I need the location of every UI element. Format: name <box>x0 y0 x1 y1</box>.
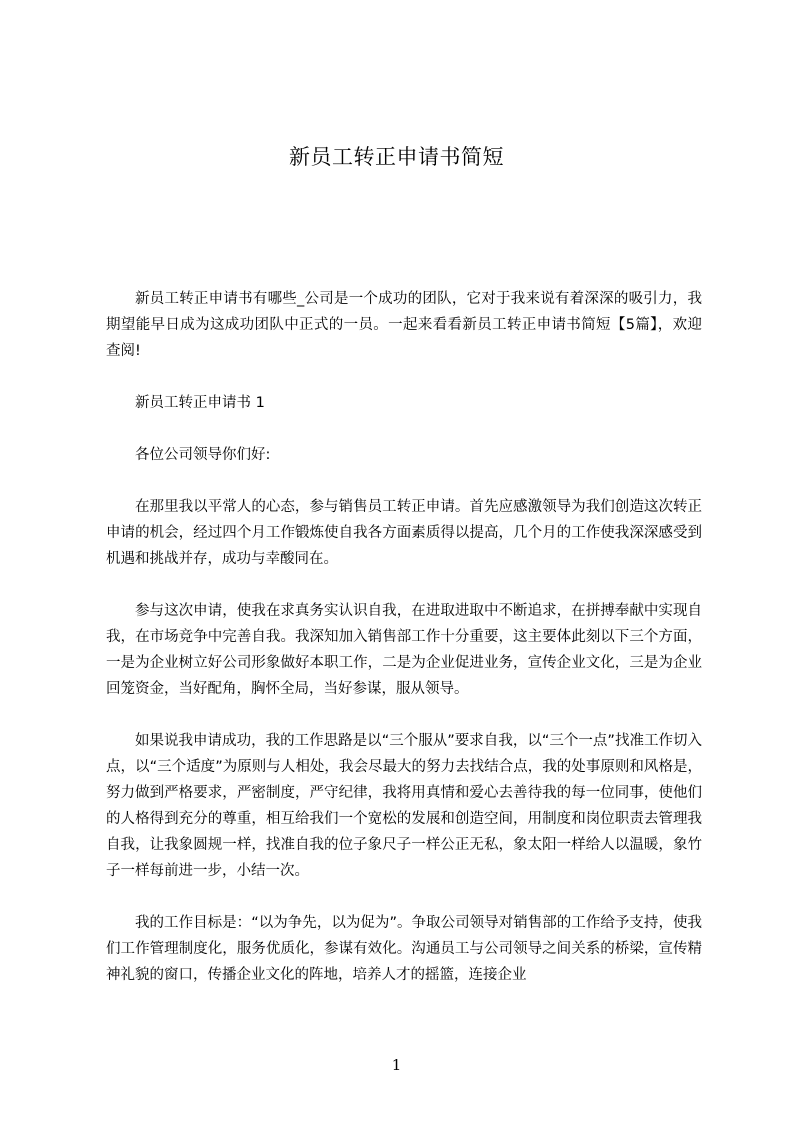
salutation: 各位公司领导你们好: <box>135 447 271 463</box>
body-paragraph: 我的工作目标是：“以为争先，以为促为”。争取公司领导对销售部的工作给予支持，使我们工作管理制度化，服务优质化，参谋有效化。沟通员工与公司领导之间关系的桥梁，宣传精神礼貌的窗口，传播企业文化的阵地，培养人才的摇篮，连接企业 <box>106 915 702 983</box>
document-body <box>106 286 702 1014</box>
body-paragraph: 如果说我申请成功，我的工作思路是以“三个服从”要求自我，以“三个一点”找准工作切入点，以“三个适度”为原则与人相处，我会尽最大的努力去找结合点，我的处事原则和风格是，努力做到严格要求，严密制度，严守纪律，我将用真情和爱心去善待我的每一位同事，使他们的人格得到充分的尊重，相互给我们一个宽松的发展和创造空间，用制度和岗位职责去管理我自我，让我象圆规一样，找准自我的位子象尺子一样公正无私，象太阳一样给人以温暖，象竹子一样每前进一步，小结一次。 <box>106 733 702 879</box>
body-paragraph: 参与这次申请，使我在求真务实认识自我，在进取进取中不断追求，在拼搏奉献中实现自我，在市场竞争中完善自我。我深知加入销售部工作十分重要，这主要体此刻以下三个方面，一是为企业树立好公司形象做好本职工作，二是为企业促进业务，宣传企业文化，三是为企业回笼资金，当好配角，胸怀全局，当好参谋，服从领导。 <box>106 603 702 697</box>
body-paragraph: 在那里我以平常人的心态，参与销售员工转正申请。首先应感激领导为我们创造这次转正申请的机会，经过四个月工作锻炼使自我各方面素质得以提高，几个月的工作使我深深感受到机遇和挑战并存，成功与幸酸同在。 <box>106 499 702 567</box>
section-heading: 新员工转正申请书 1 <box>135 395 265 411</box>
page-number: 1 <box>391 1056 402 1074</box>
intro-paragraph: 新员工转正申请书有哪些_公司是一个成功的团队，它对于我来说有着深深的吸引力，我期望能早日成为这成功团队中正式的一员。一起来看看新员工转正申请书简短【5篇】，欢迎查阅! <box>106 291 702 359</box>
document-title: 新员工转正申请书简短 <box>289 145 504 169</box>
